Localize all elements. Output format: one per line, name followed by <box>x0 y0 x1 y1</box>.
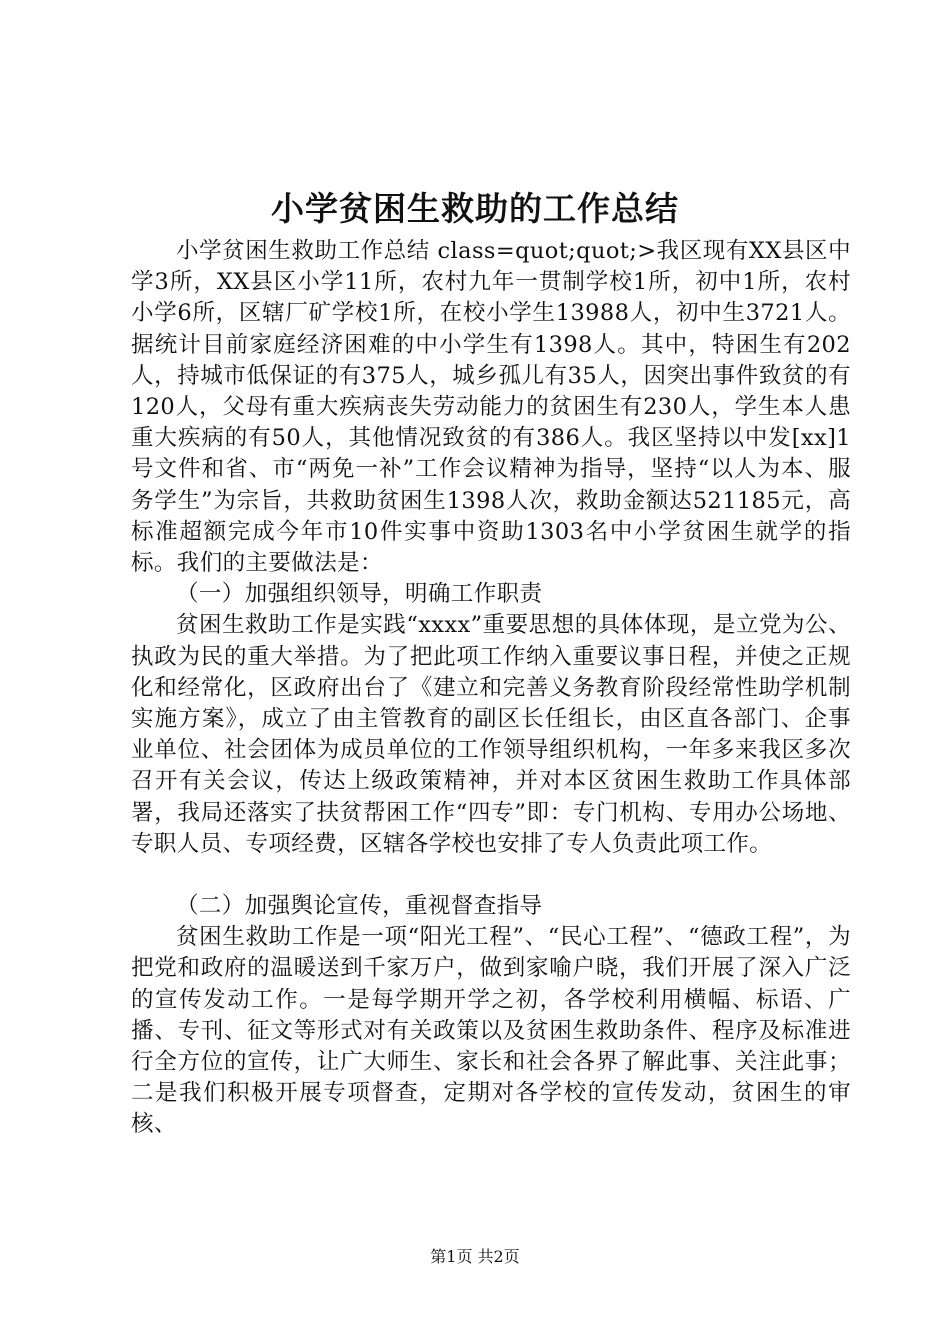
paragraph-intro: 小学贫困生救助工作总结 class=quot;quot;>我区现有XX县区中学3所，XX县区小学11所，农村九年一贯制学校1所，初中1所，农村小学6所，区辖厂矿学校1所，在校小学生13988人，初中生3721人。据统计目前家庭经济困难的中小学生有1398人。其中，特困生有202人，持城市低保证的有375人，城乡孤儿有35人，因突出事件致贫的有120人，父母有重大疾病丧失劳动能力的贫困生有230人，学生本人患重大疾病的有50人，其他情况致贫的有386人。我区坚持以中发[xx]1号文件和省、市“两免一补”工作会议精神为指导，坚持“以人为本、服务学生”为宗旨，共救助贫困生1398人次，救助金额达521185元，高标准超额完成今年市10件实事中资助1303名中小学贫困生就学的指标。我们的主要做法是： <box>131 238 851 577</box>
paragraph-spacer <box>131 860 851 891</box>
section-heading-1: （一）加强组织领导，明确工作职责 <box>176 581 543 608</box>
document-body <box>131 236 851 1141</box>
paragraph-section-2: 贫困生救助工作是一项“阳光工程”、“民心工程”、“德政工程”，为把党和政府的温暖送到千家万户，做到家喻户晓，我们开展了深入广泛的宣传发动工作。一是每学期开学之初，各学校利用横幅、标语、广播、专刊、征文等形式对有关政策以及贫困生救助条件、程序及标准进行全方位的宣传，让广大师生、家长和社会各界了解此事、关注此事；二是我们积极开展专项督查，定期对各学校的宣传发动，贫困生的审核、 <box>131 924 851 1138</box>
document-title: 小学贫困生救助的工作总结 <box>271 189 679 228</box>
paragraph-section-1: 贫困生救助工作是实践“xxxx”重要思想的具体体现，是立党为公、执政为民的重大举措。为了把此项工作纳入重要议事日程，并使之正规化和经常化，区政府出台了《建立和完善义务教育阶段经常性助学机制实施方案》，成立了由主管教育的副区长任组长，由区直各部门、企事业单位、社会团体为成员单位的工作领导组织机构，一年多来我区多次召开有关会议，传达上级政策精神，并对本区贫困生救助工作具体部署，我局还落实了扶贫帮困工作“四专”即：专门机构、专用办公场地、专职人员、专项经费，区辖各学校也安排了专人负责此项工作。 <box>131 612 851 857</box>
section-heading-2: （二）加强舆论宣传，重视督查指导 <box>176 893 543 920</box>
page-footer: 第1页 共2页 <box>430 1247 520 1266</box>
